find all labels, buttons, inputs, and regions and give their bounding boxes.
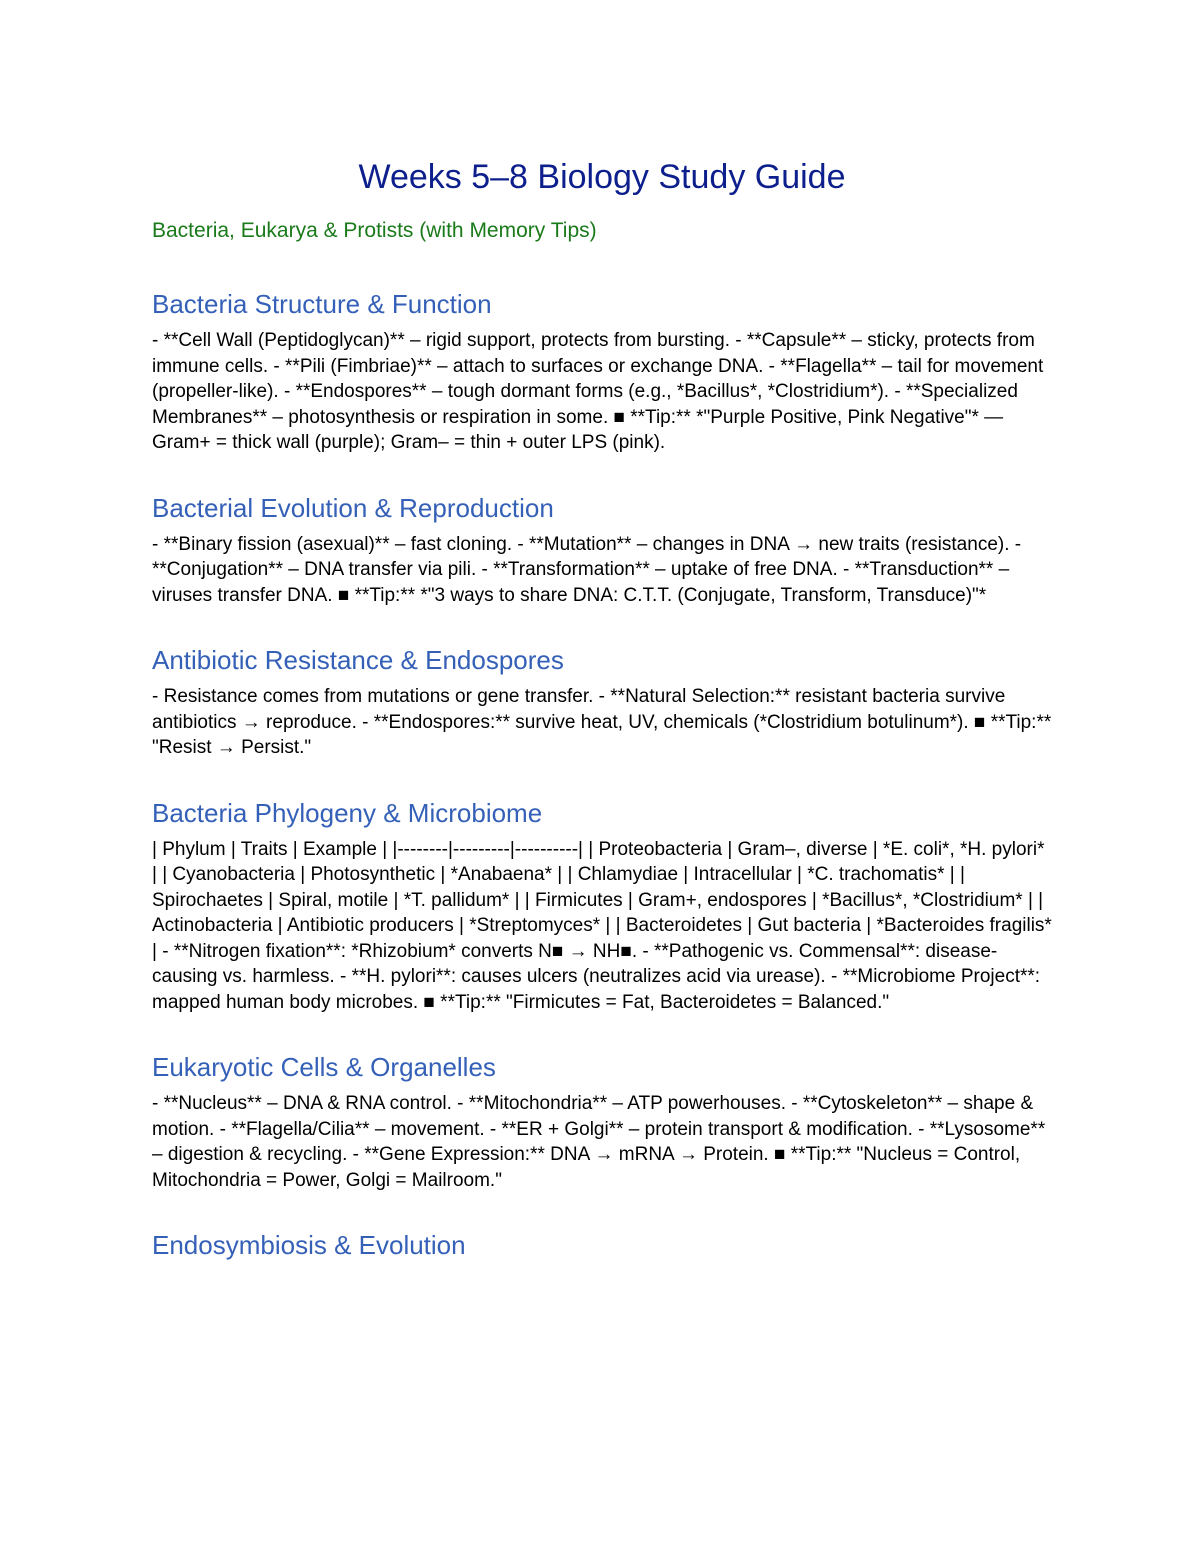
section-heading: Endosymbiosis & Evolution [152,1230,466,1260]
section-body: - Resistance comes from mutations or gene transfer. - **Natural Selection:** resistant bacteria survive antibiotics → reproduce. - **Endospores:** survive heat, UV, chemicals (*Clostridium botulinum*). ■ **Tip:** "Resist → Persist." [152,686,1052,758]
page-subtitle: Bacteria, Eukarya & Protists (with Memory Tips) [152,219,597,242]
page-title: Weeks 5–8 Biology Study Guide [358,158,846,196]
section-body: - **Nucleus** – DNA & RNA control. - **Mitochondria** – ATP powerhouses. - **Cytoskeleton** – shape & motion. - **Flagella/Cilia** – movement. - **ER + Golgi** – protein transport & modification. - **Lysosome** – digestion & recycling. - **Gene Expression:** DNA → mRNA → Protein. ■ **Tip:** "Nucleus = Control, Mitochondria = Power, Golgi = Mailroom." [152,1093,1046,1191]
section-endosymbiosis [152,1227,1052,1263]
section-heading: Eukaryotic Cells & Organelles [152,1052,496,1082]
section-bacterial-evolution [152,490,1052,609]
section-body: | Phylum | Traits | Example | |--------|---------|----------| | Proteobacteria | Gram–, diverse | *E. coli*, *H. pylori* | | Cyanobacteria | Photosynthetic | *Anabaena* | | Chlamydiae | Intracellular | *C. trachomatis* | | Spirochaetes | Spiral, motile | *T. pallidum* | | Firmicutes | Gram+, endospores | *Bacillus*, *Clostridium* | | Actinobacteria | Antibiotic producers | *Streptomyces* | | Bacteroidetes | Gut bacteria | *Bacteroides fragilis* | - **Nitrogen fixation**: *Rhizobium* converts N■ → NH■. - **Pathogenic vs. Commensal**: disease-causing vs. harmless. - **H. pylori**: causes ulcers (neutralizes acid via urease). - **Microbiome Project**: mapped human body microbes. ■ **Tip:** "Firmicutes = Fat, Bacteroidetes = Balanced." [152,838,1052,1013]
section-bacteria-structure [152,286,1052,456]
section-body: - **Cell Wall (Peptidoglycan)** – rigid support, protects from bursting. - **Capsule** – sticky, protects from immune cells. - **Pili (Fimbriae)** – attach to surfaces or exchange DNA. - **Flagella** – tail for movement (propeller-like). - **Endospores** – tough dormant forms (e.g., *Bacillus*, *Clostridium*). - **Specialized Membranes** – photosynthesis or respiration in some. ■ **Tip:** *"Purple Positive, Pink Negative"* — Gram+ = thick wall (purple); Gram– = thin + outer LPS (pink). [152,330,1044,453]
document-page [152,152,1052,1263]
section-eukaryotic-cells [152,1049,1052,1193]
section-heading: Bacteria Structure & Function [152,289,492,319]
section-heading: Bacteria Phylogeny & Microbiome [152,797,543,828]
section-antibiotic-resistance [152,642,1052,761]
section-body: - **Binary fission (asexual)** – fast cloning. - **Mutation** – changes in DNA → new traits (resistance). - **Conjugation** – DNA transfer via pili. - **Transformation** – uptake of free DNA. - **Transduction** – viruses transfer DNA. ■ **Tip:** *"3 ways to share DNA: C.T.T. (Conjugate, Transform, Transduce)"* [152,533,1022,606]
section-heading: Bacterial Evolution & Reproduction [152,492,554,523]
section-bacteria-phylogeny [152,795,1052,1016]
section-heading: Antibiotic Resistance & Endospores [152,645,564,675]
